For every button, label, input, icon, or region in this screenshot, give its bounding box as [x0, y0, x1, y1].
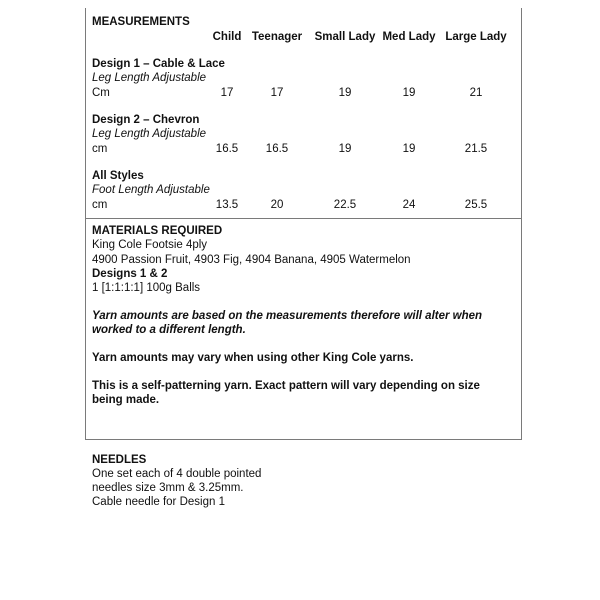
design-1-subtitle: Leg Length Adjustable [92, 72, 207, 84]
materials-subheading: Designs 1 & 2 [92, 268, 168, 280]
materials-ball-count: 1 [1:1:1:1] 100g Balls [92, 282, 201, 294]
materials-note-3-line-2: being made. [92, 394, 160, 406]
needles-heading: NEEDLES [92, 454, 147, 466]
column-header-child: Child [212, 31, 242, 43]
measurements-heading: MEASUREMENTS [92, 16, 190, 28]
materials-note-3-line-1: This is a self-patterning yarn. Exact pattern will vary depending on size [92, 380, 480, 392]
materials-shades: 4900 Passion Fruit, 4903 Fig, 4904 Banana, 4905 Watermelon [92, 254, 411, 266]
design-1-value-teenager: 17 [270, 87, 284, 99]
materials-yarn-name: King Cole Footsie 4ply [92, 239, 208, 251]
design-2-value-teenager: 16.5 [265, 143, 289, 155]
all-styles-value-teenager: 20 [270, 199, 284, 211]
materials-note-1-line-1: Yarn amounts are based on the measurements therefore will alter when [92, 310, 483, 322]
design-1-unit: Cm [92, 87, 110, 99]
needles-line-2: needles size 3mm & 3.25mm. [92, 482, 244, 494]
needles-line-3: Cable needle for Design 1 [92, 496, 225, 508]
all-styles-value-med-lady: 24 [402, 199, 416, 211]
all-styles-subtitle: Foot Length Adjustable [92, 184, 210, 196]
design-2-value-child: 16.5 [215, 143, 239, 155]
column-header-med-lady: Med Lady [382, 31, 436, 43]
design-1-value-large-lady: 21 [469, 87, 483, 99]
all-styles-unit: cm [92, 199, 108, 211]
design-2-value-med-lady: 19 [402, 143, 416, 155]
design-1-value-small-lady: 19 [338, 87, 352, 99]
needles-line-1: One set each of 4 double pointed [92, 468, 262, 480]
design-1-value-med-lady: 19 [402, 87, 416, 99]
all-styles-value-large-lady: 25.5 [464, 199, 488, 211]
design-2-value-small-lady: 19 [338, 143, 352, 155]
section-divider [85, 218, 522, 219]
left-border [85, 8, 86, 440]
right-border [521, 8, 522, 440]
design-2-value-large-lady: 21.5 [464, 143, 488, 155]
materials-note-2: Yarn amounts may vary when using other King Cole yarns. [92, 352, 414, 364]
column-header-small-lady: Small Lady [314, 31, 376, 43]
design-2-title: Design 2 – Chevron [92, 114, 200, 126]
column-header-large-lady: Large Lady [445, 31, 507, 43]
bottom-divider [85, 439, 522, 440]
design-2-unit: cm [92, 143, 108, 155]
materials-note-1-line-2: worked to a different length. [92, 324, 246, 336]
design-2-subtitle: Leg Length Adjustable [92, 128, 207, 140]
all-styles-title: All Styles [92, 170, 144, 182]
design-1-value-child: 17 [220, 87, 234, 99]
all-styles-value-child: 13.5 [215, 199, 239, 211]
all-styles-value-small-lady: 22.5 [333, 199, 357, 211]
materials-heading: MATERIALS REQUIRED [92, 225, 223, 237]
column-header-teenager: Teenager [251, 31, 303, 43]
design-1-title: Design 1 – Cable & Lace [92, 58, 225, 70]
